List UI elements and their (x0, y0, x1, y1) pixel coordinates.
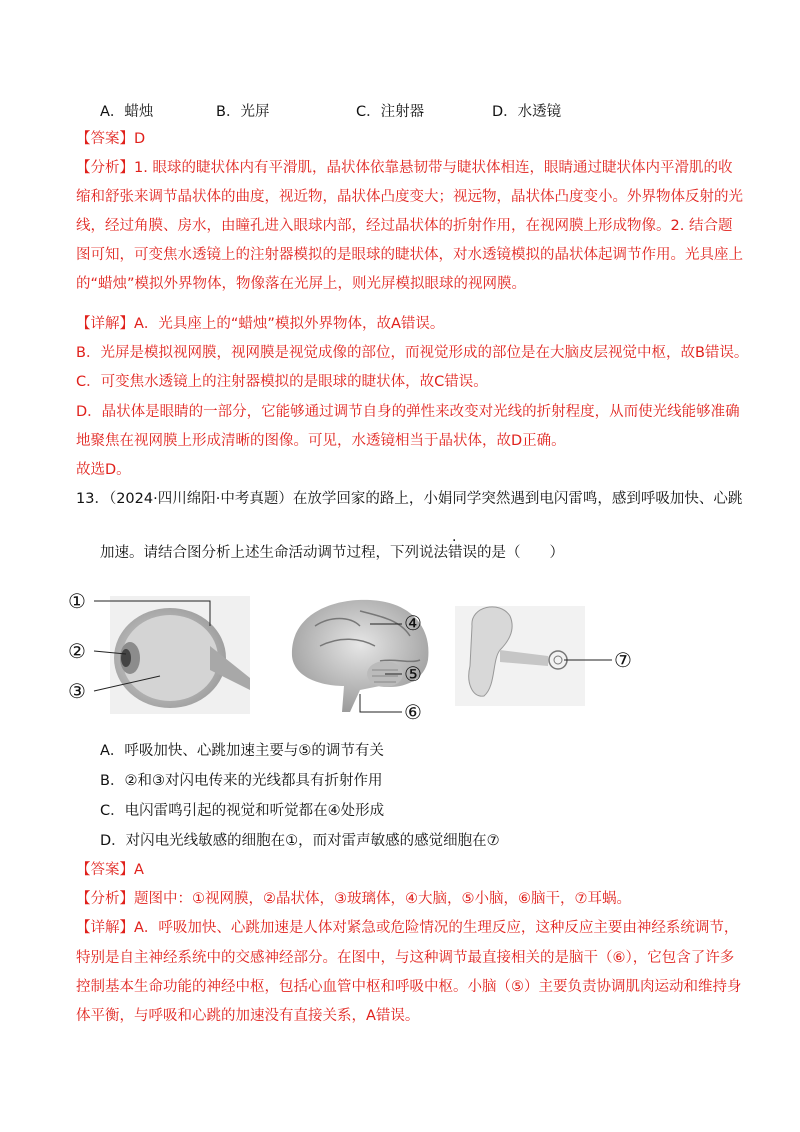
label-1: ① (68, 589, 86, 613)
label-6: ⑥ (404, 700, 422, 724)
label-3: ③ (68, 679, 86, 703)
q12-analysis-line: 的“蜡烛”模拟外界物体，物像落在光屏上，则光屏模拟眼球的视网膜。 (76, 276, 527, 292)
q12-analysis-line: 图可知，可变焦水透镜上的注射器模拟的是眼球的睫状体，对水透镜模拟的晶状体起调节作用。光具座上 (76, 247, 743, 263)
q13-stem-post: 的是（ ） (477, 545, 564, 561)
q13-option-a: A．呼吸加快、心跳加速主要与⑤的调节有关 (100, 743, 384, 759)
option-d: D．水透镜 (492, 104, 562, 120)
q13-detail-line: 体平衡，与呼吸和心跳的加速没有直接关系，A错误。 (76, 1008, 420, 1024)
q12-analysis-line: 缩和舒张来调节晶状体的曲度，视近物，晶状体凸度变大；视远物，晶状体凸度变小。外界物体反射的光 (76, 189, 743, 205)
q13-option-c: C．电闪雷鸣引起的视觉和听觉都在④处形成 (100, 803, 385, 819)
q12-detail-line: D．晶状体是眼睛的一部分，它能够通过调节自身的弹性来改变对光线的折射程度，从而使光线能够准确 (76, 404, 740, 420)
q13-detail-line: 控制基本生命功能的神经中枢，包括心血管中枢和呼吸中枢。小脑（⑤）主要负责协调肌肉运动和维持身 (76, 979, 742, 995)
q13-option-b: B．②和③对闪电传来的光线都具有折射作用 (100, 773, 383, 789)
label-2: ② (68, 639, 86, 663)
q13-answer: 【答案】A (76, 862, 144, 878)
q13-stem: 13．（2024·四川绵阳·中考真题）在放学回家的路上，小娟同学突然遇到电闪雷鸣，感到呼吸加快、心跳 (76, 491, 743, 507)
q12-detail-line: 地聚焦在视网膜上形成清晰的图像。可见，水透镜相当于晶状体，故D正确。 (76, 433, 566, 449)
q13-stem-line2 (100, 543, 564, 563)
q12-analysis-line: 线，经过角膜、房水，由瞳孔进入眼球内部，经过晶状体的折射作用，在视网膜上形成物像。2. 结合题 (76, 218, 733, 234)
q12-answer: 【答案】D (76, 131, 146, 147)
q13-stem-emphasis: 错误 (448, 545, 477, 561)
eye-illustration (110, 596, 250, 714)
q12-detail-line: C．可变焦水透镜上的注射器模拟的是眼球的睫状体，故C错误。 (76, 374, 488, 390)
q13-detail-line: 特别是自主神经系统中的交感神经部分。在图中，与这种调节最直接相关的是脑干（⑥），它包含了许多 (76, 950, 735, 966)
q12-final: 故选D。 (76, 462, 131, 478)
option-b: B．光屏 (216, 104, 270, 120)
label-4: ④ (404, 611, 422, 635)
anatomy-figure (60, 586, 660, 726)
q12-analysis-line: 【分析】1. 眼球的睫状体内有平滑肌，晶状体依靠悬韧带与睫状体相连，眼睛通过睫状体内平滑肌的收 (76, 160, 733, 176)
q12-detail-line: 【详解】A．光具座上的“蜡烛”模拟外界物体，故A错误。 (76, 316, 445, 332)
q13-analysis: 【分析】题图中：①视网膜，②晶状体，③玻璃体，④大脑，⑤小脑，⑥脑干，⑦耳蜗。 (76, 891, 631, 907)
label-5: ⑤ (404, 662, 422, 686)
label-7: ⑦ (614, 648, 632, 672)
option-c: C．注射器 (356, 104, 425, 120)
q13-detail-line: 【详解】A．呼吸加快、心跳加速是人体对紧急或危险情况的生理反应，这种反应主要由神经系统调节， (76, 920, 739, 936)
q13-option-d: D．对闪电光线敏感的细胞在①，而对雷声敏感的感觉细胞在⑦ (100, 833, 500, 849)
option-a: A．蜡烛 (100, 104, 154, 120)
ear-illustration (455, 606, 585, 706)
q13-stem-pre: 加速。请结合图分析上述生命活动调节过程，下列说法 (100, 545, 448, 561)
q12-detail-line: B．光屏是模拟视网膜，视网膜是视觉成像的部位，而视觉形成的部位是在大脑皮层视觉中枢，故B错误。 (76, 345, 749, 361)
